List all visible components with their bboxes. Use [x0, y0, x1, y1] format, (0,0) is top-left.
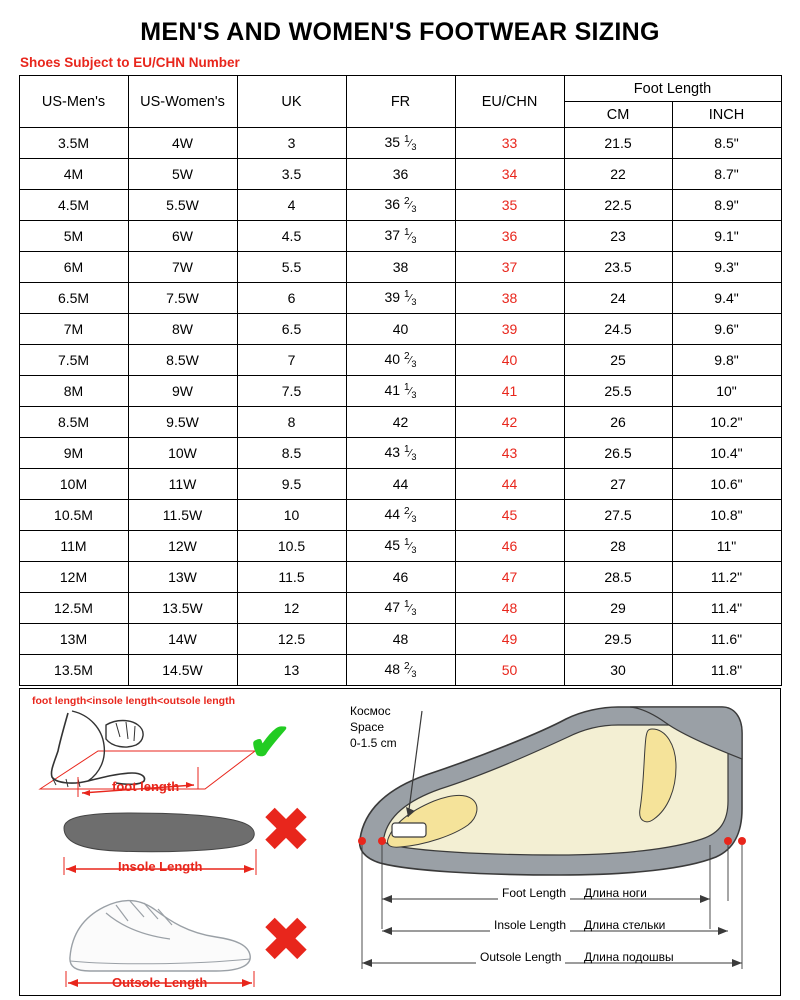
- cell-inch: 8.9": [672, 190, 781, 221]
- diagram-panel: [19, 688, 781, 996]
- cell-fr: 36 $^2⁄_3$: [346, 190, 455, 221]
- cell-uk: 12.5: [237, 624, 346, 655]
- cell-inch: 8.5": [672, 128, 781, 159]
- cell-us-women: 7W: [128, 252, 237, 283]
- table-row: [19, 345, 781, 376]
- col-header-us-women: US-Women's: [128, 76, 237, 128]
- cell-eu-chn: 45: [455, 500, 564, 531]
- cell-uk: 11.5: [237, 562, 346, 593]
- table-row: [19, 159, 781, 190]
- cell-eu-chn: 37: [455, 252, 564, 283]
- table-row: [19, 531, 781, 562]
- cell-eu-chn: 39: [455, 314, 564, 345]
- cell-us-men: 6.5M: [19, 283, 128, 314]
- cell-cm: 29: [564, 593, 672, 624]
- cell-us-women: 10W: [128, 438, 237, 469]
- cell-eu-chn: 46: [455, 531, 564, 562]
- dim-label-outsole-length-en: Outsole Length: [476, 950, 565, 964]
- cell-eu-chn: 48: [455, 593, 564, 624]
- cell-us-men: 10.5M: [19, 500, 128, 531]
- table-row: [19, 593, 781, 624]
- cell-inch: 11.2": [672, 562, 781, 593]
- col-header-cm: CM: [564, 102, 672, 128]
- cell-us-women: 6W: [128, 221, 237, 252]
- cell-uk: 8.5: [237, 438, 346, 469]
- cell-cm: 21.5: [564, 128, 672, 159]
- cell-inch: 10.8": [672, 500, 781, 531]
- cell-inch: 9.1": [672, 221, 781, 252]
- cell-uk: 3: [237, 128, 346, 159]
- cell-us-men: 6M: [19, 252, 128, 283]
- cell-uk: 10.5: [237, 531, 346, 562]
- col-header-fr: FR: [346, 76, 455, 128]
- table-row: [19, 376, 781, 407]
- toe-space-note: [350, 703, 397, 752]
- diagram-right: [330, 689, 780, 995]
- cell-cm: 29.5: [564, 624, 672, 655]
- cell-fr: 44: [346, 469, 455, 500]
- cell-us-women: 8W: [128, 314, 237, 345]
- cell-fr: 38: [346, 252, 455, 283]
- col-header-us-men: US-Men's: [19, 76, 128, 128]
- cell-cm: 22: [564, 159, 672, 190]
- cell-cm: 30: [564, 655, 672, 686]
- cell-uk: 10: [237, 500, 346, 531]
- cell-eu-chn: 50: [455, 655, 564, 686]
- cell-fr: 40: [346, 314, 455, 345]
- cell-cm: 27.5: [564, 500, 672, 531]
- cell-uk: 6: [237, 283, 346, 314]
- cell-fr: 36: [346, 159, 455, 190]
- label-outsole-length: Outsole Length: [112, 975, 208, 990]
- cell-fr: 48: [346, 624, 455, 655]
- toe-space-en: Space: [350, 720, 385, 735]
- cell-cm: 23.5: [564, 252, 672, 283]
- cell-eu-chn: 33: [455, 128, 564, 159]
- cell-uk: 8: [237, 407, 346, 438]
- cell-fr: 47 $^1⁄_3$: [346, 593, 455, 624]
- cell-inch: 9.6": [672, 314, 781, 345]
- cell-uk: 4.5: [237, 221, 346, 252]
- cell-fr: 43 $^1⁄_3$: [346, 438, 455, 469]
- cell-us-men: 13.5M: [19, 655, 128, 686]
- cell-eu-chn: 44: [455, 469, 564, 500]
- cell-inch: 10.4": [672, 438, 781, 469]
- cell-inch: 10": [672, 376, 781, 407]
- size-table: [19, 75, 782, 686]
- cell-us-men: 5M: [19, 221, 128, 252]
- table-row: [19, 190, 781, 221]
- cell-inch: 11.4": [672, 593, 781, 624]
- cell-eu-chn: 47: [455, 562, 564, 593]
- label-insole-length: Insole Length: [118, 859, 203, 874]
- cell-us-women: 4W: [128, 128, 237, 159]
- cell-fr: 41 $^1⁄_3$: [346, 376, 455, 407]
- table-row: [19, 562, 781, 593]
- cell-fr: 35 $^1⁄_3$: [346, 128, 455, 159]
- cell-uk: 5.5: [237, 252, 346, 283]
- cell-us-women: 14.5W: [128, 655, 237, 686]
- cell-eu-chn: 40: [455, 345, 564, 376]
- cell-us-men: 4M: [19, 159, 128, 190]
- table-row: [19, 500, 781, 531]
- cell-us-women: 11.5W: [128, 500, 237, 531]
- cell-us-women: 13.5W: [128, 593, 237, 624]
- diagram-left: [20, 689, 330, 995]
- label-foot-length: foot length: [112, 779, 180, 794]
- checkmark-icon: ✔: [248, 714, 292, 772]
- cell-eu-chn: 41: [455, 376, 564, 407]
- cell-inch: 8.7": [672, 159, 781, 190]
- table-row: [19, 128, 781, 159]
- col-header-inch: INCH: [672, 102, 781, 128]
- dim-label-outsole-length-ru: Длина подошвы: [584, 950, 674, 964]
- cell-fr: 37 $^1⁄_3$: [346, 221, 455, 252]
- cell-eu-chn: 35: [455, 190, 564, 221]
- cell-us-men: 3.5M: [19, 128, 128, 159]
- cell-fr: 48 $^2⁄_3$: [346, 655, 455, 686]
- cell-uk: 12: [237, 593, 346, 624]
- cell-eu-chn: 38: [455, 283, 564, 314]
- cell-inch: 11.6": [672, 624, 781, 655]
- cell-us-women: 9W: [128, 376, 237, 407]
- cell-eu-chn: 36: [455, 221, 564, 252]
- table-row: [19, 221, 781, 252]
- cell-uk: 13: [237, 655, 346, 686]
- cell-inch: 9.4": [672, 283, 781, 314]
- table-row: [19, 469, 781, 500]
- cell-us-women: 7.5W: [128, 283, 237, 314]
- cell-us-women: 5.5W: [128, 190, 237, 221]
- table-row: [19, 655, 781, 686]
- cell-cm: 22.5: [564, 190, 672, 221]
- cell-fr: 39 $^1⁄_3$: [346, 283, 455, 314]
- cell-cm: 28: [564, 531, 672, 562]
- cell-inch: 10.6": [672, 469, 781, 500]
- cell-cm: 26: [564, 407, 672, 438]
- cell-us-men: 10M: [19, 469, 128, 500]
- cell-uk: 7.5: [237, 376, 346, 407]
- cell-inch: 11": [672, 531, 781, 562]
- cell-fr: 46: [346, 562, 455, 593]
- cell-us-women: 12W: [128, 531, 237, 562]
- table-row: [19, 283, 781, 314]
- toe-space-ru: Космос: [350, 704, 391, 718]
- cell-us-women: 14W: [128, 624, 237, 655]
- cell-eu-chn: 43: [455, 438, 564, 469]
- length-order-note: foot length<insole length<outsole length: [32, 695, 235, 707]
- cell-us-men: 9M: [19, 438, 128, 469]
- cell-inch: 9.3": [672, 252, 781, 283]
- cell-us-women: 13W: [128, 562, 237, 593]
- cell-us-women: 8.5W: [128, 345, 237, 376]
- cell-cm: 25.5: [564, 376, 672, 407]
- table-row: [19, 314, 781, 345]
- cell-inch: 10.2": [672, 407, 781, 438]
- col-header-foot-length-group: Foot Length: [564, 76, 781, 102]
- page-title: MEN'S AND WOMEN'S FOOTWEAR SIZING: [140, 18, 660, 46]
- cell-eu-chn: 49: [455, 624, 564, 655]
- cell-uk: 4: [237, 190, 346, 221]
- cell-uk: 7: [237, 345, 346, 376]
- cell-uk: 3.5: [237, 159, 346, 190]
- table-row: [19, 438, 781, 469]
- cell-fr: 44 $^2⁄_3$: [346, 500, 455, 531]
- cross-icon-insole: ✖: [260, 793, 312, 866]
- cell-cm: 23: [564, 221, 672, 252]
- page-subtitle: Shoes Subject to EU/CHN Number: [20, 55, 240, 70]
- cell-us-women: 11W: [128, 469, 237, 500]
- cell-inch: 9.8": [672, 345, 781, 376]
- cell-uk: 9.5: [237, 469, 346, 500]
- cell-us-men: 7M: [19, 314, 128, 345]
- dim-label-foot-length-en: Foot Length: [498, 886, 570, 900]
- cell-eu-chn: 34: [455, 159, 564, 190]
- col-header-uk: UK: [237, 76, 346, 128]
- cell-us-men: 12.5M: [19, 593, 128, 624]
- cell-cm: 27: [564, 469, 672, 500]
- cell-us-men: 11M: [19, 531, 128, 562]
- table-row: [19, 252, 781, 283]
- table-row: [19, 407, 781, 438]
- cell-us-men: 7.5M: [19, 345, 128, 376]
- cell-fr: 40 $^2⁄_3$: [346, 345, 455, 376]
- cell-us-men: 8.5M: [19, 407, 128, 438]
- cell-us-men: 12M: [19, 562, 128, 593]
- toe-space-value: 0-1.5 cm: [350, 736, 397, 751]
- dim-label-insole-length-ru: Длина стельки: [584, 918, 666, 932]
- table-row: [19, 624, 781, 655]
- cell-us-women: 5W: [128, 159, 237, 190]
- cell-fr: 42: [346, 407, 455, 438]
- cell-inch: 11.8": [672, 655, 781, 686]
- cell-cm: 24: [564, 283, 672, 314]
- cell-cm: 28.5: [564, 562, 672, 593]
- dim-label-insole-length-en: Insole Length: [490, 918, 570, 932]
- cell-eu-chn: 42: [455, 407, 564, 438]
- cell-uk: 6.5: [237, 314, 346, 345]
- cell-us-women: 9.5W: [128, 407, 237, 438]
- cell-us-men: 13M: [19, 624, 128, 655]
- dim-label-foot-length-ru: Длина ноги: [584, 886, 647, 900]
- cell-cm: 25: [564, 345, 672, 376]
- cell-us-men: 4.5M: [19, 190, 128, 221]
- cross-icon-outsole: ✖: [260, 903, 312, 976]
- cell-cm: 26.5: [564, 438, 672, 469]
- cell-cm: 24.5: [564, 314, 672, 345]
- cell-fr: 45 $^1⁄_3$: [346, 531, 455, 562]
- col-header-eu-chn: EU/CHN: [455, 76, 564, 128]
- cell-us-men: 8M: [19, 376, 128, 407]
